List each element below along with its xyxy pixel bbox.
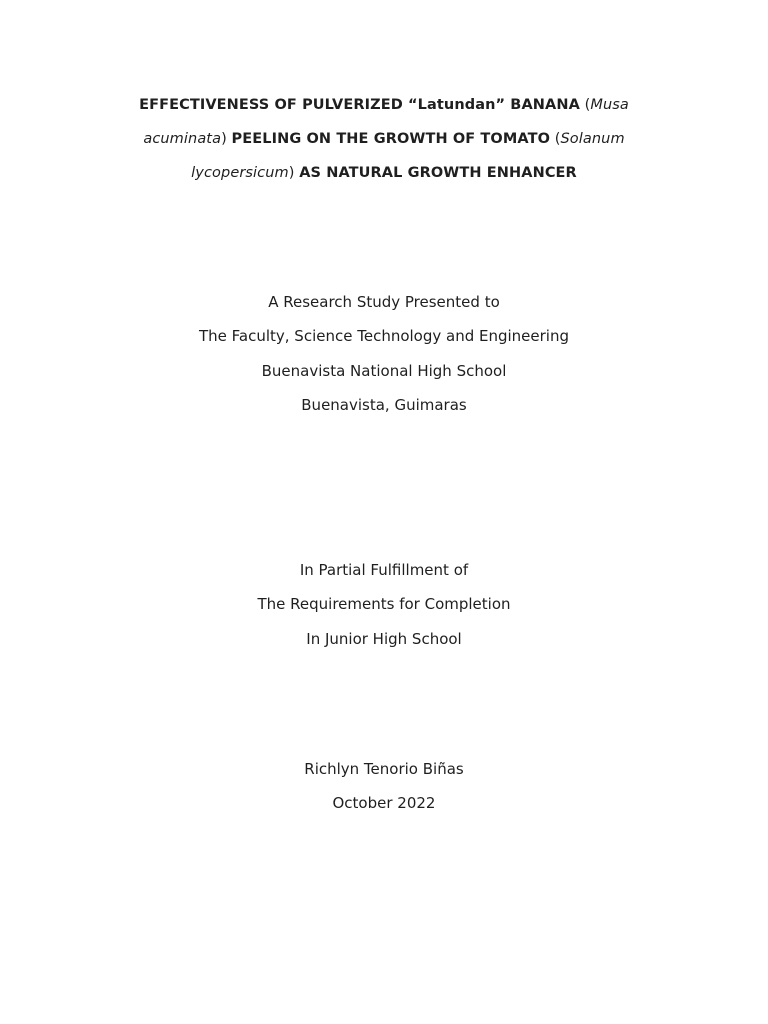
- fulfillment-line-2: The Requirements for Completion: [257, 595, 511, 614]
- title-part-3: AS NATURAL GROWTH ENHANCER: [299, 165, 577, 181]
- presentation-block: [0, 285, 768, 422]
- scientific-name-banana: Musa acuminata: [143, 97, 629, 147]
- author-block: [0, 752, 768, 821]
- scientific-name-tomato: Solanum lycopersicum: [191, 131, 625, 181]
- title-part-1: EFFECTIVENESS OF PULVERIZED “Latundan” BANANA: [139, 97, 580, 113]
- research-title: [118, 88, 650, 190]
- presentation-line-4: Buenavista, Guimaras: [301, 395, 467, 414]
- fulfillment-block: [0, 553, 768, 656]
- fulfillment-line-1: In Partial Fulfillment of: [299, 561, 469, 579]
- title-part-2: PEELING ON THE GROWTH OF TOMATO: [231, 131, 550, 147]
- title-paren-open-1: (: [579, 97, 591, 113]
- title-paren-close-1: ): [221, 131, 232, 147]
- title-paren-open-2: (: [550, 131, 561, 147]
- presentation-line-2: The Faculty, Science Technology and Engineering: [198, 327, 570, 346]
- author-name: Richlyn Tenorio Biñas: [304, 760, 464, 778]
- presentation-line-1: A Research Study Presented to: [268, 293, 500, 311]
- title-paren-close-2: ): [288, 165, 300, 181]
- fulfillment-line-3: In Junior High School: [306, 629, 462, 648]
- presentation-line-3: Buenavista National High School: [261, 361, 507, 380]
- submission-date: October 2022: [332, 794, 436, 813]
